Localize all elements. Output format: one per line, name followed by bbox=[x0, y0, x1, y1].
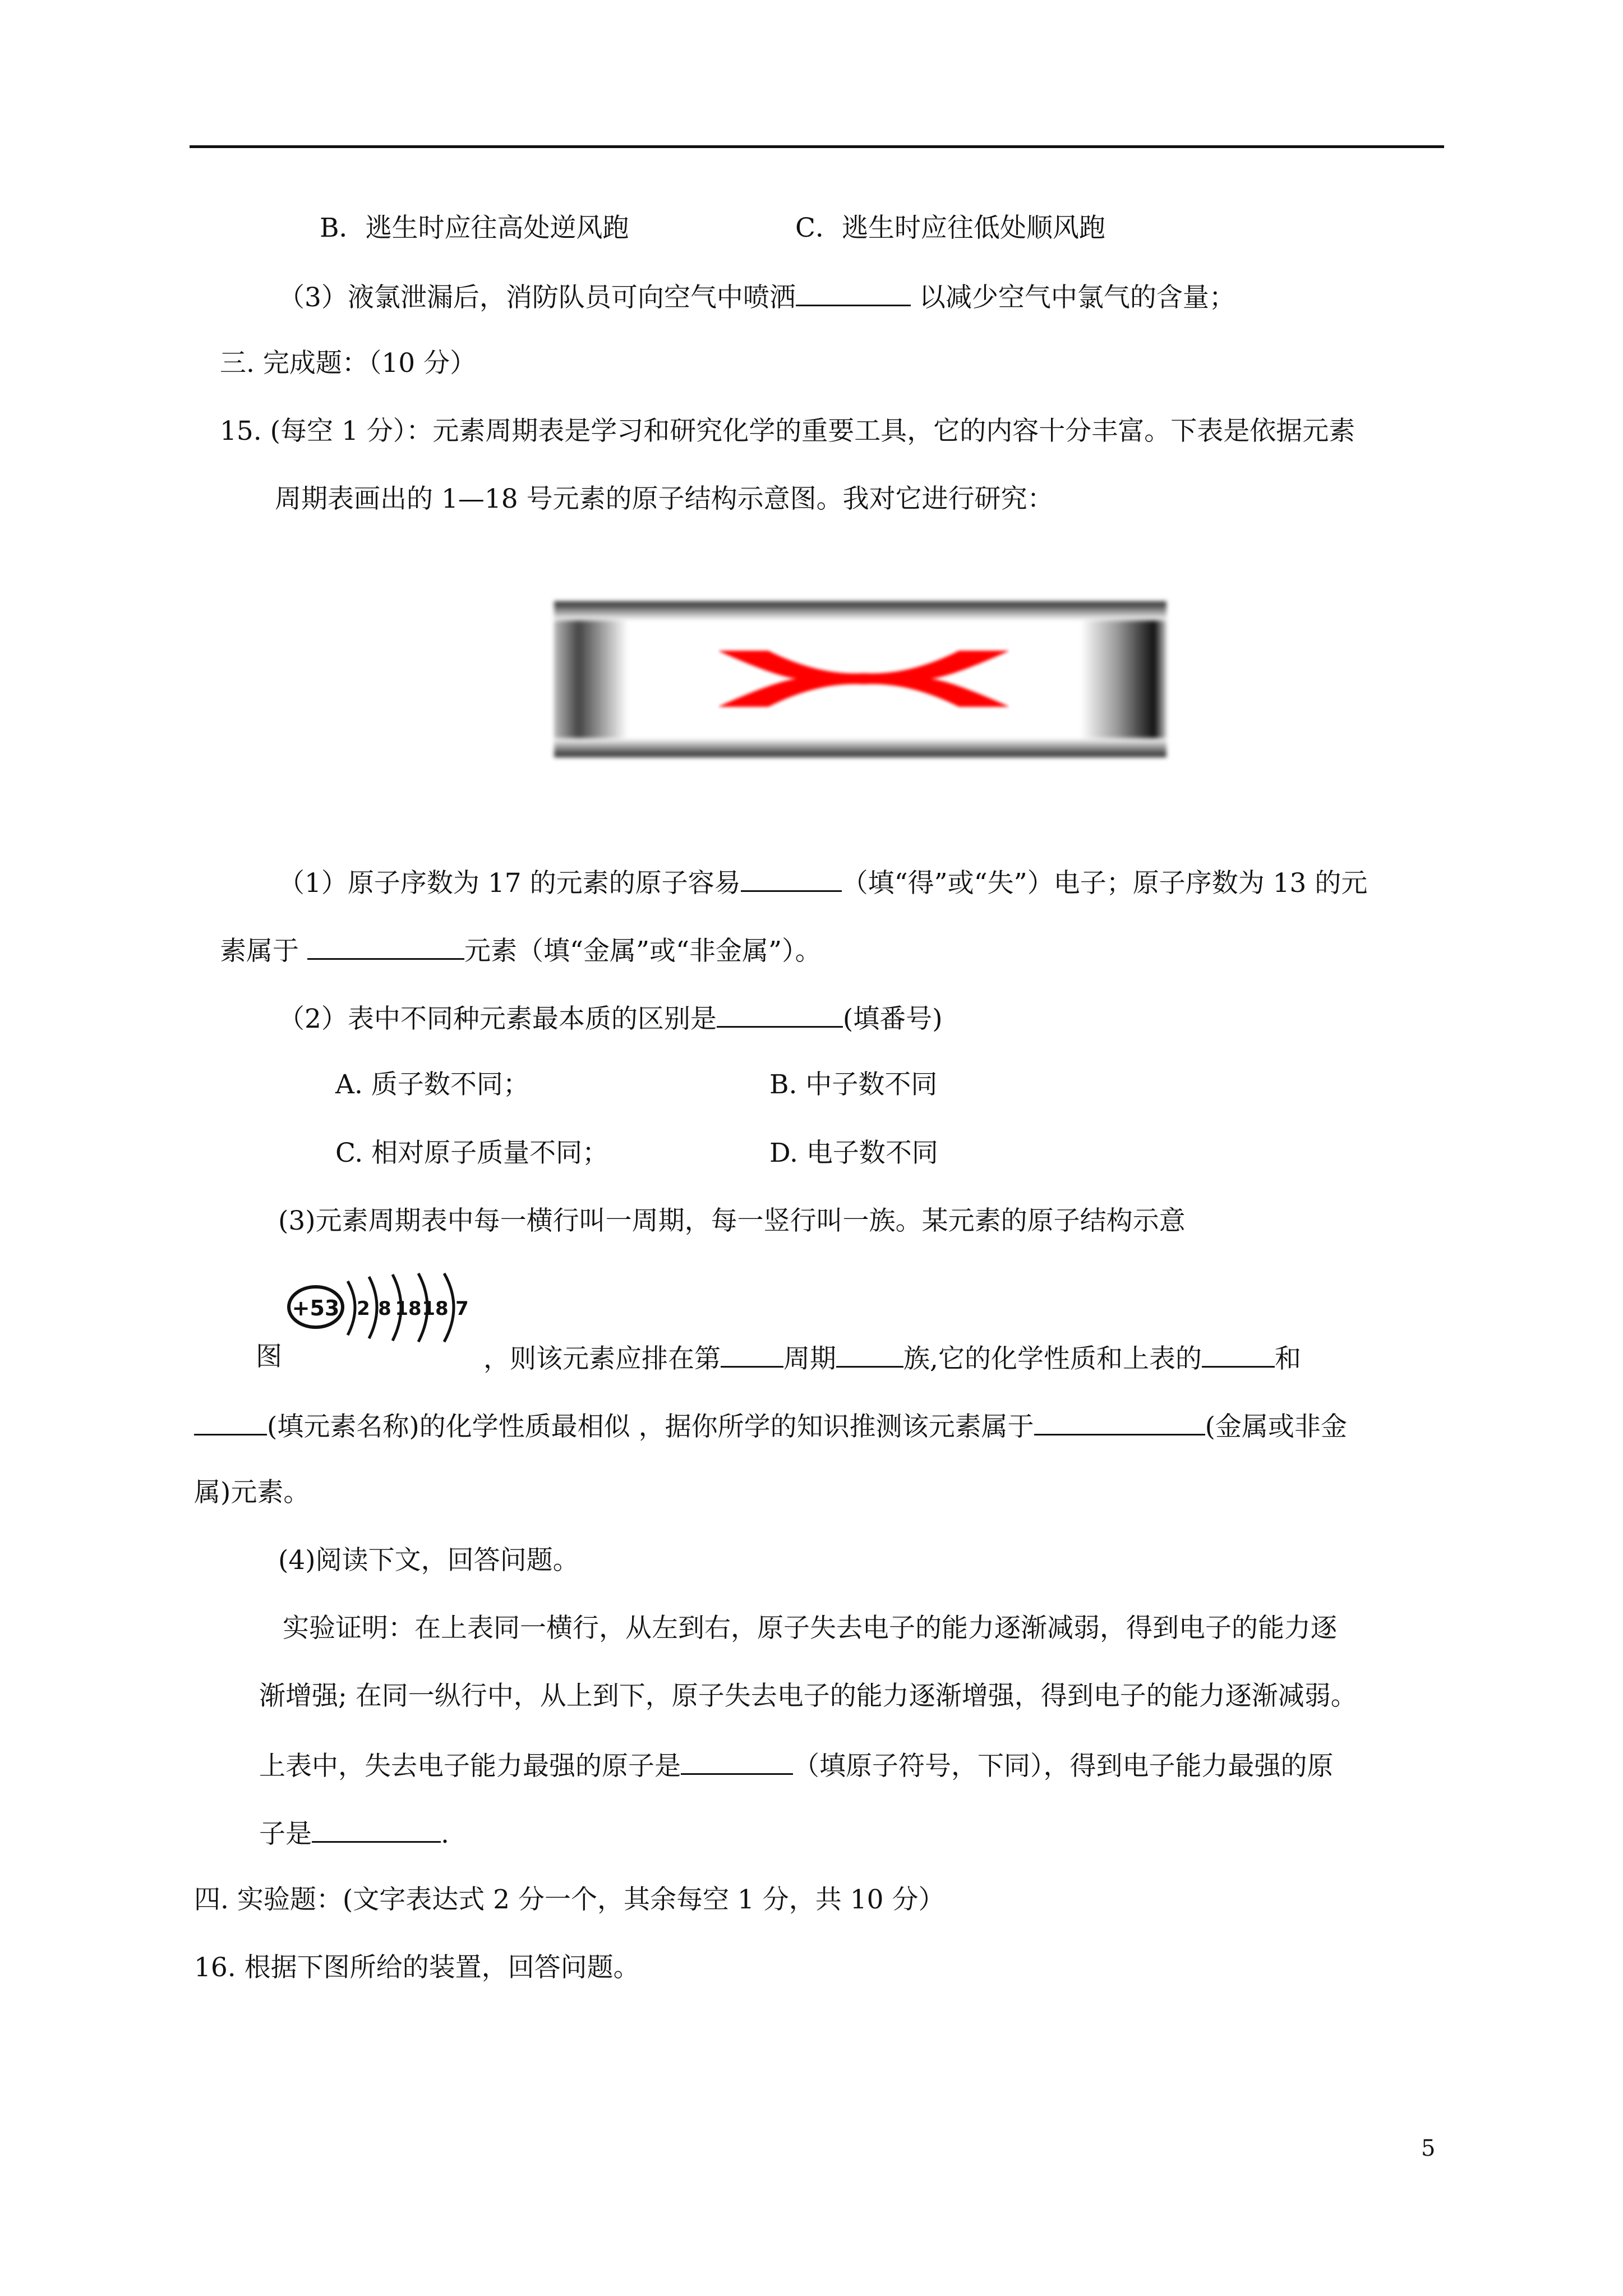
q15-part1-text-end: （填“得”或“失”）电子；原子序数为 13 的元 bbox=[841, 868, 1368, 899]
atom-nucleus-label: +53 bbox=[292, 1296, 340, 1320]
q15-part3-line3 bbox=[194, 1411, 1347, 1440]
shell-2-count: 8 bbox=[378, 1297, 391, 1320]
atom-structure-diagram bbox=[285, 1269, 476, 1347]
q15-part1-line1 bbox=[278, 868, 1368, 899]
answer-blank[interactable] bbox=[307, 936, 464, 960]
q15-part3-line4: 属)元素。 bbox=[194, 1477, 310, 1508]
answer-blank[interactable] bbox=[717, 1004, 843, 1028]
q15-part4-line1: 实验证明：在上表同一横行，从左到右，原子失去电子的能力逐渐减弱，得到电子的能力逐 bbox=[283, 1613, 1337, 1644]
q15-part4-title: (4)阅读下文，回答问题。 bbox=[278, 1545, 579, 1576]
answer-blank[interactable] bbox=[796, 282, 911, 306]
q15-part4-text-b: （填原子符号，下同），得到电子能力最强的原 bbox=[793, 1751, 1334, 1782]
answer-blank[interactable] bbox=[312, 1819, 441, 1843]
broken-image-icon bbox=[718, 645, 1009, 712]
q14-part3-text: （3）液氯泄漏后，消防队员可向空气中喷洒 bbox=[278, 282, 796, 313]
q15-part2 bbox=[278, 1004, 943, 1032]
shell-4-count: 18 bbox=[422, 1297, 449, 1320]
section-4-title: 四. 实验题：(文字表达式 2 分一个，其余每空 1 分，共 10 分） bbox=[194, 1884, 945, 1915]
answer-blank[interactable] bbox=[721, 1343, 783, 1368]
q15-part2-text: （2）表中不同种元素最本质的区别是 bbox=[278, 1004, 717, 1034]
q14-option-b: B．逃生时应往高处逆风跑 bbox=[320, 213, 629, 243]
q16-text: 16. 根据下图所给的装置，回答问题。 bbox=[194, 1952, 640, 1983]
q15-part3-text-a: ，则该元素应排在第 bbox=[483, 1343, 721, 1374]
answer-blank[interactable] bbox=[836, 1343, 903, 1368]
q15-part4-text-d: . bbox=[441, 1819, 449, 1849]
q15-part3-text-e: (填元素名称)的化学性质最相似 ，据你所学的知识推测该元素属于 bbox=[267, 1411, 1034, 1442]
q15-part4-text-a: 上表中，失去电子能力最强的原子是 bbox=[259, 1751, 681, 1782]
q15-part3-text-f: (金属或非金 bbox=[1205, 1411, 1347, 1442]
shell-1-count: 2 bbox=[357, 1297, 370, 1320]
q15-part3-text-c: 族,它的化学性质和上表的 bbox=[903, 1343, 1202, 1374]
q15-part1-text2-end: 元素（填“金属”或“非金属”）。 bbox=[464, 936, 822, 967]
q14-part3-text-end: 以减少空气中氯气的含量； bbox=[910, 282, 1235, 313]
q15-part3-line2 bbox=[483, 1343, 1301, 1372]
answer-blank[interactable] bbox=[741, 868, 842, 892]
page-number: 5 bbox=[1421, 2136, 1436, 2161]
header-rule bbox=[190, 145, 1444, 148]
q15-part1-text2: 素属于 bbox=[220, 936, 307, 967]
shell-3-count: 18 bbox=[395, 1297, 422, 1320]
q15-part3-text-d: 和 bbox=[1274, 1343, 1301, 1374]
answer-blank[interactable] bbox=[681, 1751, 793, 1775]
q15-part4-text-c: 子是 bbox=[259, 1819, 312, 1849]
q15-option-a: A. 质子数不同； bbox=[335, 1069, 529, 1100]
q15-option-d: D. 电子数不同 bbox=[769, 1138, 938, 1168]
q15-part3-text-b: 周期 bbox=[783, 1343, 836, 1374]
q15-part4-line4 bbox=[259, 1819, 449, 1847]
answer-blank[interactable] bbox=[1202, 1343, 1275, 1368]
q15-intro-line2: 周期表画出的 1—18 号元素的原子结构示意图。我对它进行研究： bbox=[275, 484, 1054, 514]
shell-5-count: 7 bbox=[455, 1297, 469, 1320]
answer-blank[interactable] bbox=[1034, 1411, 1205, 1435]
q15-part3-tu: 图 bbox=[256, 1341, 282, 1372]
q15-intro-line1: 15. (每空 1 分）：元素周期表是学习和研究化学的重要工具，它的内容十分丰富。下表是依据元素 bbox=[220, 416, 1355, 447]
q15-part1-line2 bbox=[220, 936, 822, 967]
q15-part4-line2: 渐增强; 在同一纵行中，从上到下，原子失去电子的能力逐渐增强，得到电子的能力逐渐减弱。 bbox=[259, 1681, 1357, 1711]
q15-option-b: B. 中子数不同 bbox=[769, 1069, 938, 1100]
answer-blank[interactable] bbox=[194, 1411, 267, 1435]
q15-part3-line1: (3)元素周期表中每一横行叫一周期，每一竖行叫一族。某元素的原子结构示意 bbox=[278, 1205, 1186, 1236]
q14-option-c: C．逃生时应往低处顺风跑 bbox=[795, 213, 1105, 243]
q15-part4-line3 bbox=[259, 1751, 1334, 1782]
q15-part1-text: （1）原子序数为 17 的元素的原子容易 bbox=[278, 868, 741, 899]
q15-part2-text-end: (填番号) bbox=[842, 1004, 943, 1034]
q15-option-c: C. 相对原子质量不同； bbox=[335, 1138, 609, 1168]
q14-part3 bbox=[278, 282, 1235, 311]
section-3-title: 三. 完成题：（10 分） bbox=[220, 348, 477, 379]
